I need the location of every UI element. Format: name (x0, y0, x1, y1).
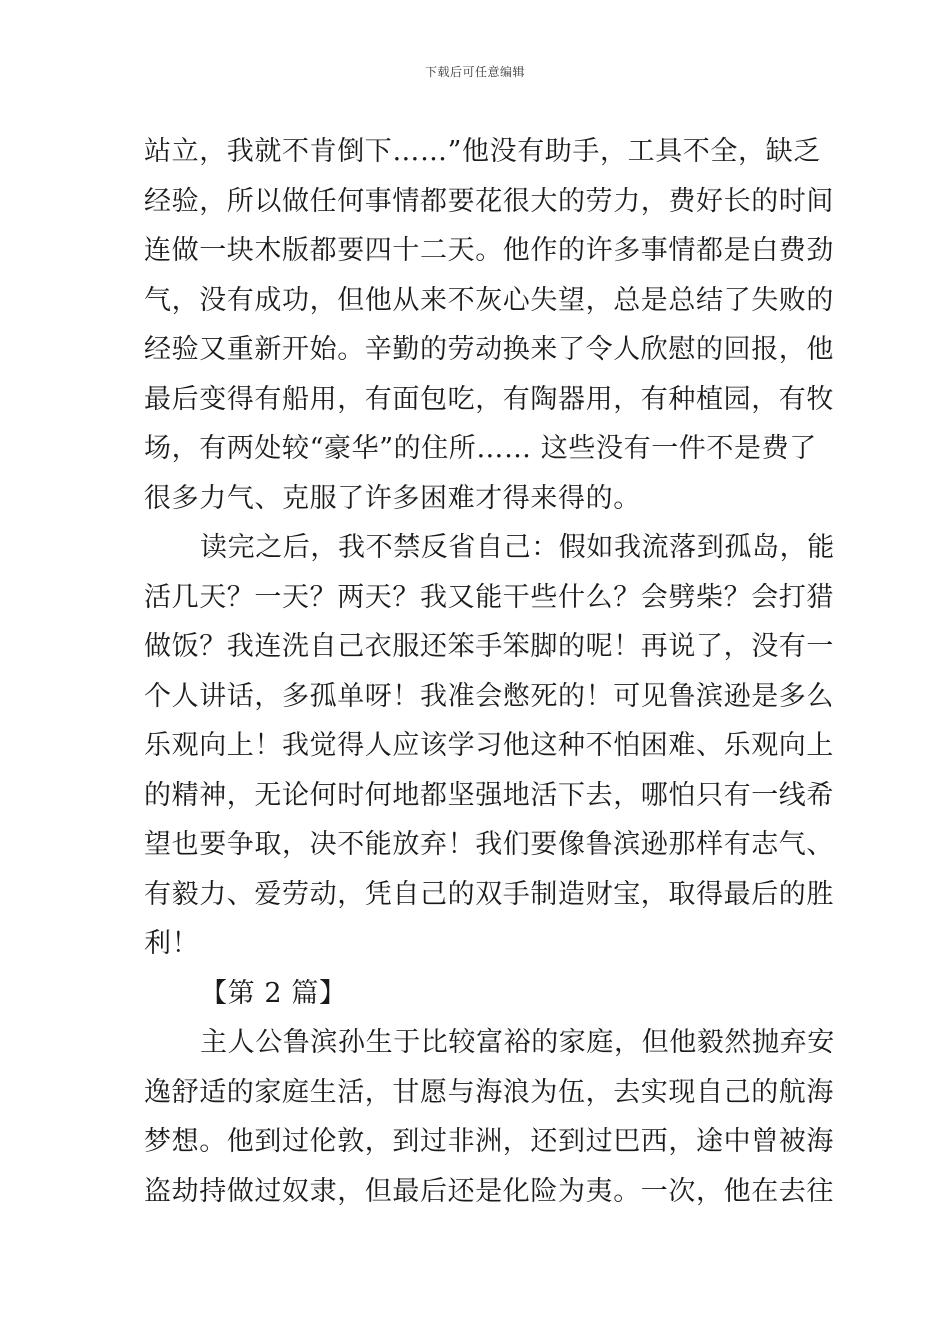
text-line: 梦想。他到过伦敦，到过非洲，还到过巴西，途中曾被海 (144, 1126, 834, 1157)
text-line: 盗劫持做过奴隶，但最后还是化险为夷。一次，他在去往 (144, 1175, 834, 1207)
text-line: 乐观向上！我觉得人应该学习他这种不怕困难、乐观向上 (144, 730, 834, 761)
text-line: 逸舒适的家庭生活，甘愿与海浪为伍，去实现自己的航海 (144, 1076, 834, 1108)
text-line: 场，有两处较“豪华”的住所…… 这些没有一件不是费了 (144, 433, 817, 464)
text-line: 气，没有成功，但他从来不灰心失望，总是总结了失败的 (144, 284, 834, 316)
text-line: 活几天？一天？两天？我又能干些什么？会劈柴？会打猎 (144, 581, 834, 613)
page-header: 下载后可任意编辑 (424, 65, 525, 79)
body-text (144, 127, 835, 1216)
text-line: 读完之后，我不禁反省自己：假如我流落到孤岛，能 (200, 532, 835, 563)
text-line: 最后变得有船用，有面包吃，有陶器用，有种植园，有牧 (144, 383, 834, 415)
text-line: 经验，所以做任何事情都要花很大的劳力，费好长的时间 (144, 185, 834, 217)
text-line: 很多力气、克服了许多困难才得来得的。 (144, 482, 641, 514)
text-line: 个人讲话，多孤单呀！我准会憋死的！可见鲁滨逊是多么 (144, 680, 834, 712)
text-line: 的精神，无论何时何地都坚强地活下去，哪怕只有一线希 (144, 779, 834, 811)
text-line: 望也要争取，决不能放弃！我们要像鲁滨逊那样有志气、 (144, 829, 834, 860)
text-line: 有毅力、爱劳动，凭自己的双手制造财宝，取得最后的胜 (144, 878, 834, 910)
text-line: 连做一块木版都要四十二天。他作的许多事情都是白费劲 (144, 235, 834, 266)
text-line: 站立，我就不肯倒下……”他没有助手，工具不全，缺乏 (144, 136, 821, 167)
paragraph (144, 523, 835, 969)
paragraph (144, 1018, 835, 1216)
paragraph (144, 127, 834, 523)
text-line: 【第 2 篇】 (200, 977, 347, 1009)
text-line: 经验又重新开始。辛勤的劳动换来了令人欣慰的回报，他 (144, 334, 834, 365)
text-line: 利！ (144, 928, 200, 959)
section-heading (144, 969, 809, 1019)
text-line: 主人公鲁滨孙生于比较富裕的家庭，但他毅然抛弃安 (200, 1027, 835, 1058)
text-line: 做饭？我连洗自己衣服还笨手笨脚的呢！再说了，没有一 (144, 631, 834, 662)
